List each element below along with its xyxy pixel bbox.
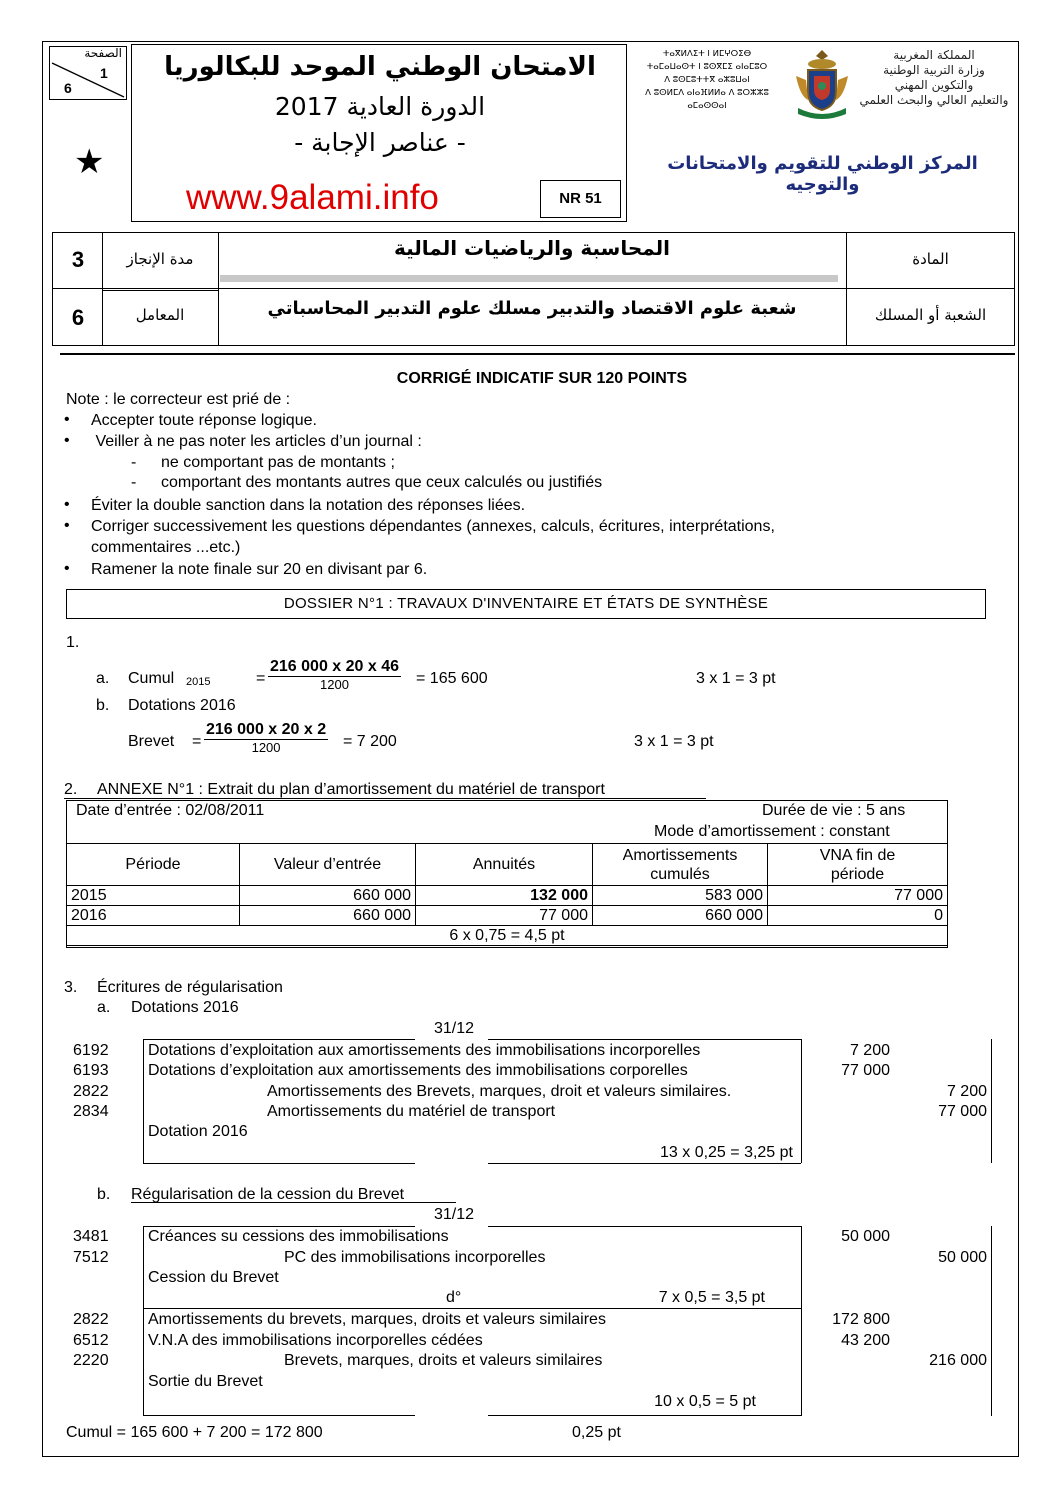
cumul-points: 0,25 pt	[572, 1424, 621, 1441]
table-row: 2015 660 000 132 000 583 000 77 000	[67, 886, 948, 906]
account-label: Amortissements du matériel de transport	[267, 1103, 556, 1120]
coef-label: المعامل	[135, 306, 185, 324]
amortization-table	[66, 843, 948, 946]
item-label: b.	[97, 1186, 111, 1203]
account-label: Dotations d’exploitation aux amortissements des immobilisations corporelles	[148, 1062, 688, 1079]
account-label: V.N.A des immobilisations incorporelles cédées	[148, 1332, 483, 1349]
account-number: 2822	[73, 1311, 109, 1328]
dash-icon: -	[131, 454, 137, 471]
debit-amount: 43 200	[841, 1332, 890, 1349]
note-item: Éviter la double sanction dans la notation des réponses liées.	[91, 497, 526, 514]
col-header: Amortissements cumulés	[593, 844, 768, 886]
page-total: 6	[64, 80, 72, 96]
item-label: b.	[96, 697, 110, 714]
col-header: Annuités	[416, 844, 593, 886]
journal-date: 31/12	[434, 1020, 475, 1037]
account-number: 6512	[73, 1332, 109, 1349]
star-icon: ★	[74, 143, 105, 181]
entry-libelle: Cession du Brevet	[148, 1269, 279, 1286]
corrige-heading: CORRIGÉ INDICATIF SUR 120 POINTS	[396, 370, 688, 387]
brevet-denominator: 1200	[251, 740, 281, 755]
ditto-mark: d°	[446, 1289, 462, 1306]
journal-rule	[991, 1039, 992, 1163]
coef-value: 6	[71, 305, 85, 330]
bullet-icon: •	[64, 432, 70, 449]
journal-rule	[143, 1226, 144, 1416]
cumul-numerator: 216 000 x 20 x 46	[270, 658, 400, 675]
credit-amount: 216 000	[929, 1352, 987, 1369]
account-number: 6192	[73, 1042, 109, 1059]
section-title: Écritures de régularisation	[97, 979, 283, 996]
brevet-numerator: 216 000 x 20 x 2	[206, 721, 327, 738]
brevet-points: 3 x 1 = 3 pt	[634, 733, 714, 750]
entry-libelle: Sortie du Brevet	[148, 1373, 263, 1390]
branch-name: شعبة علوم الاقتصاد والتدبير مسلك علوم التدبير المحاسباتي	[267, 298, 797, 319]
col-header: Période	[67, 844, 240, 886]
date-line	[143, 1226, 415, 1227]
brevet-fraction	[204, 721, 328, 755]
note-item: Veiller à ne pas noter les articles d’un journal :	[91, 433, 422, 450]
dash-icon: -	[131, 474, 137, 491]
journal-date: 31/12	[434, 1206, 475, 1223]
note-item: Corriger successivement les questions dépendantes (annexes, calculs, écritures, interprétations,	[91, 518, 775, 535]
question-number: 3.	[64, 979, 78, 996]
account-label: Amortissements des Brevets, marques, droit et valeurs similaires.	[267, 1083, 732, 1100]
col-header: VNA fin de période	[768, 844, 948, 886]
account-number: 2822	[73, 1083, 109, 1100]
question-number: 2.	[64, 781, 78, 798]
account-label: Créances su cessions des immobilisations	[148, 1228, 449, 1245]
session-title: الدورة العادية 2017	[274, 92, 486, 121]
subject-table-hline	[52, 288, 1015, 289]
dossier-title: DOSSIER N°1 : TRAVAUX D'INVENTAIRE ET ÉTATS DE SYNTHÈSE	[66, 589, 986, 619]
note-line: Note : le correcteur est prié de :	[66, 391, 291, 408]
subsection-title: Régularisation de la cession du Brevet	[131, 1186, 405, 1203]
journal-close-line	[488, 1163, 801, 1164]
page-number: 1	[100, 65, 108, 81]
entry-date: Date d’entrée : 02/08/2011	[76, 802, 265, 819]
subject-name: المحاسبة والرياضيات المالية	[393, 236, 671, 260]
journal-close-line	[143, 1163, 415, 1164]
debit-amount: 77 000	[841, 1062, 890, 1079]
subsection-title: Dotations 2016	[131, 999, 239, 1016]
cumul-formula: Cumul = 165 600 + 7 200 = 172 800	[66, 1424, 323, 1441]
cumul-points: 3 x 1 = 3 pt	[696, 670, 776, 687]
journal-rule	[991, 1226, 992, 1416]
page-number-box	[49, 46, 127, 100]
website-watermark: www.9alami.info	[186, 178, 439, 217]
table-row: 2016 660 000 77 000 660 000 0	[67, 906, 948, 926]
credit-amount: 77 000	[938, 1103, 987, 1120]
account-label: Amortissements du brevets, marques, droits et valeurs similaires	[148, 1311, 606, 1328]
entry-points: 10 x 0,5 = 5 pt	[654, 1393, 756, 1410]
bullet-icon: •	[64, 560, 70, 577]
exam-title: الامتحان الوطني الموحد للبكالوريا	[164, 52, 596, 82]
entry-libelle: Dotation 2016	[148, 1123, 248, 1140]
equals-sign: =	[192, 733, 202, 750]
table-points: 6 x 0,75 = 4,5 pt	[67, 926, 948, 946]
note-item-cont: commentaires ...etc.)	[91, 539, 241, 556]
debit-amount: 172 800	[832, 1311, 890, 1328]
dotations-label: Dotations 2016	[128, 697, 236, 714]
account-label: PC des immobilisations incorporelles	[284, 1249, 546, 1266]
equals-sign: =	[256, 670, 266, 687]
account-number: 3481	[73, 1228, 109, 1245]
cumul-fraction	[268, 658, 401, 692]
brevet-result: = 7 200	[343, 733, 397, 750]
note-subitem: comportant des montants autres que ceux calculés ou justifiés	[161, 474, 603, 491]
credit-amount: 50 000	[938, 1249, 987, 1266]
ministry-block: المملكة المغربية وزارة التربية الوطنية والتكوين المهني والتعليم العالي والبحث العلمي	[859, 48, 1009, 107]
exam-code: NR 51	[540, 180, 621, 218]
account-label: Brevets, marques, droits et valeurs similaires	[284, 1352, 603, 1369]
subsection-underline	[131, 1202, 456, 1203]
date-line	[143, 1039, 415, 1040]
duration-label: مدة الإنجاز	[126, 250, 194, 268]
account-number: 2834	[73, 1103, 109, 1120]
subject-shading	[220, 275, 838, 282]
debit-amount: 50 000	[841, 1228, 890, 1245]
subject-table-vline	[846, 232, 847, 346]
annexe-underline	[64, 798, 706, 799]
credit-amount: 7 200	[946, 1083, 987, 1100]
answer-elements-title: - عناصر الإجابة -	[294, 128, 466, 157]
header-separator	[60, 353, 1015, 355]
journal-separator	[143, 1308, 801, 1309]
debit-amount: 7 200	[849, 1042, 890, 1059]
note-item: Ramener la note finale sur 20 en divisant par 6.	[91, 561, 428, 578]
cumul-denominator: 1200	[320, 677, 349, 692]
account-label: Dotations d’exploitation aux amortissements des immobilisations incorporelles	[148, 1042, 701, 1059]
journal-close-line	[488, 1415, 801, 1416]
amortization-mode: Mode d’amortissement : constant	[654, 823, 890, 840]
account-number: 6193	[73, 1062, 109, 1079]
tifinagh-block: ⵜⴰⴳⵍⴷⵉⵜ ⵏ ⵍⵎⵖⵔⵉⴱ ⵜⴰⵎⴰⵡⴰⵙⵜ ⵏ ⵓⵙⴳⵎⵉ ⴰⵏⴰⵎⵓⵔ ⴷ ⵓⵙⵎⵓⵜⵜⴳ ⴰⵣⵓⵡⴰⵏ ⴷ ⵓⵙⵍⵎⴷ ⴰⵏⴰⴼⵍⵍⴰ ⴷ ⵓⵔⵣⵣⵓ ⴰⵎⴰⵙⵙⴰⵏ	[645, 49, 769, 111]
bullet-icon: •	[64, 411, 70, 428]
entry-points: 13 x 0,25 = 3,25 pt	[660, 1144, 793, 1161]
cumul-subscript: 2015	[186, 676, 211, 688]
useful-life: Durée de vie : 5 ans	[762, 802, 906, 819]
bullet-icon: •	[64, 496, 70, 513]
date-line	[488, 1226, 801, 1227]
duration-value: 3	[71, 247, 85, 272]
page-label: الصفحة	[84, 46, 122, 60]
journal-close-line	[143, 1415, 415, 1416]
bullet-icon: •	[64, 517, 70, 534]
account-number: 2220	[73, 1352, 109, 1369]
brevet-label: Brevet	[128, 733, 175, 750]
col-header: Valeur d’entrée	[240, 844, 416, 886]
note-item: Accepter toute réponse logique.	[91, 412, 317, 429]
journal-rule	[143, 1039, 144, 1163]
annexe-title: ANNEXE N°1 : Extrait du plan d’amortissement du matériel de transport	[97, 781, 605, 798]
branch-label: الشعبة أو المسلك	[874, 306, 987, 324]
subject-label: المادة	[912, 250, 949, 268]
note-subitem: ne comportant pas de montants ;	[161, 454, 395, 471]
entry-points: 7 x 0,5 = 3,5 pt	[658, 1289, 765, 1306]
centre-name: المركز الوطني للتقويم والامتحانات والتوجيه	[667, 153, 978, 195]
item-label: a.	[96, 670, 110, 687]
cumul-label: Cumul	[128, 670, 175, 687]
question-number: 1.	[66, 634, 80, 651]
coat-of-arms-icon	[790, 46, 854, 120]
date-line	[488, 1039, 801, 1040]
cumul-result: = 165 600	[416, 670, 488, 687]
account-number: 7512	[73, 1249, 109, 1266]
item-label: a.	[97, 999, 111, 1016]
